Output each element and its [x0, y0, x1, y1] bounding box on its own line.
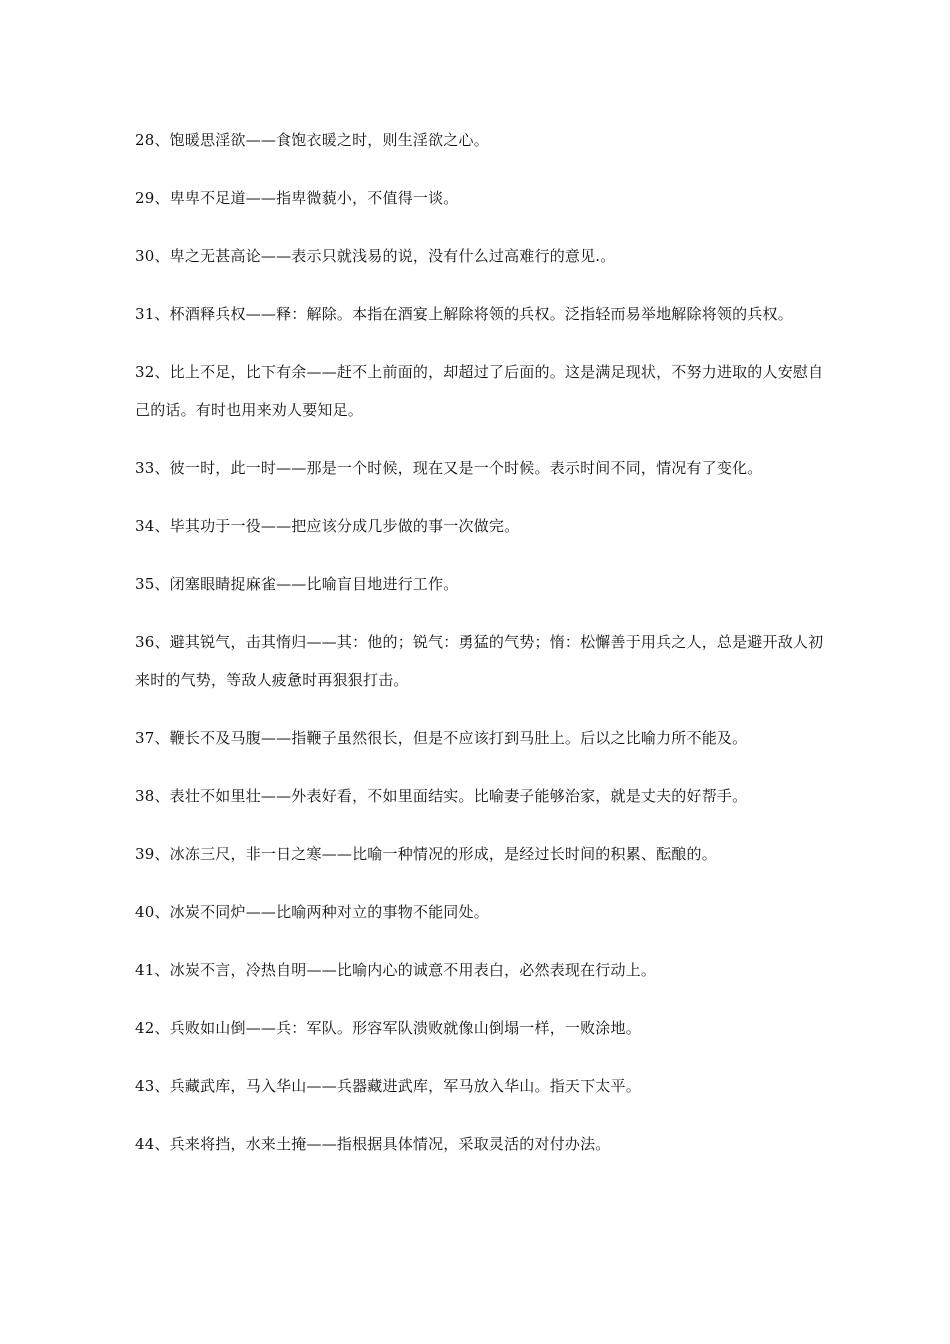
- idiom-entry-38: 38、表壮不如里壮——外表好看，不如里面结实。比喻妻子能够治家，就是丈夫的好帮手。: [135, 787, 748, 805]
- idiom-entry-42: 42、兵败如山倒——兵：军队。形容军队溃败就像山倒塌一样，一败涂地。: [135, 1019, 641, 1037]
- idiom-list: [135, 121, 825, 1183]
- idiom-entry-31: 31、杯酒释兵权——释：解除。本指在酒宴上解除将领的兵权。泛指轻而易举地解除将领的兵权。: [135, 305, 793, 323]
- idiom-entry-33: 33、彼一时，此一时——那是一个时候，现在又是一个时候。表示时间不同，情况有了变化。: [135, 459, 763, 477]
- idiom-entry-36: 36、避其锐气，击其惰归——其：他的；锐气：勇猛的气势；惰：松懈善于用兵之人，总是避开敌人初来时的气势，等敌人疲惫时再狠狠打击。: [135, 633, 824, 689]
- idiom-entry-40: 40、冰炭不同炉——比喻两种对立的事物不能同处。: [135, 903, 489, 921]
- idiom-entry-41: 41、冰炭不言，冷热自明——比喻内心的诚意不用表白，必然表现在行动上。: [135, 961, 657, 979]
- idiom-entry-34: 34、毕其功于一役——把应该分成几步做的事一次做完。: [135, 517, 520, 535]
- idiom-entry-39: 39、冰冻三尺，非一日之寒——比喻一种情况的形成，是经过长时间的积累、酝酿的。: [135, 845, 717, 863]
- idiom-entry-29: 29、卑卑不足道——指卑微藐小，不值得一谈。: [135, 189, 459, 207]
- idiom-entry-35: 35、闭塞眼睛捉麻雀——比喻盲目地进行工作。: [135, 575, 459, 593]
- idiom-entry-30: 30、卑之无甚高论——表示只就浅易的说，没有什么过高难行的意见.。: [135, 247, 616, 265]
- idiom-entry-44: 44、兵来将挡，水来土掩——指根据具体情况，采取灵活的对付办法。: [135, 1135, 611, 1153]
- idiom-entry-37: 37、鞭长不及马腹——指鞭子虽然很长，但是不应该打到马肚上。后以之比喻力所不能及。: [135, 729, 748, 747]
- idiom-entry-28: 28、饱暖思淫欲——食饱衣暖之时，则生淫欲之心。: [135, 131, 489, 149]
- idiom-entry-43: 43、兵藏武库，马入华山——兵器藏进武库，军马放入华山。指天下太平。: [135, 1077, 641, 1095]
- idiom-entry-32: 32、比上不足，比下有余——赶不上前面的，却超过了后面的。这是满足现状，不努力进取的人安慰自己的话。有时也用来劝人要知足。: [135, 363, 824, 419]
